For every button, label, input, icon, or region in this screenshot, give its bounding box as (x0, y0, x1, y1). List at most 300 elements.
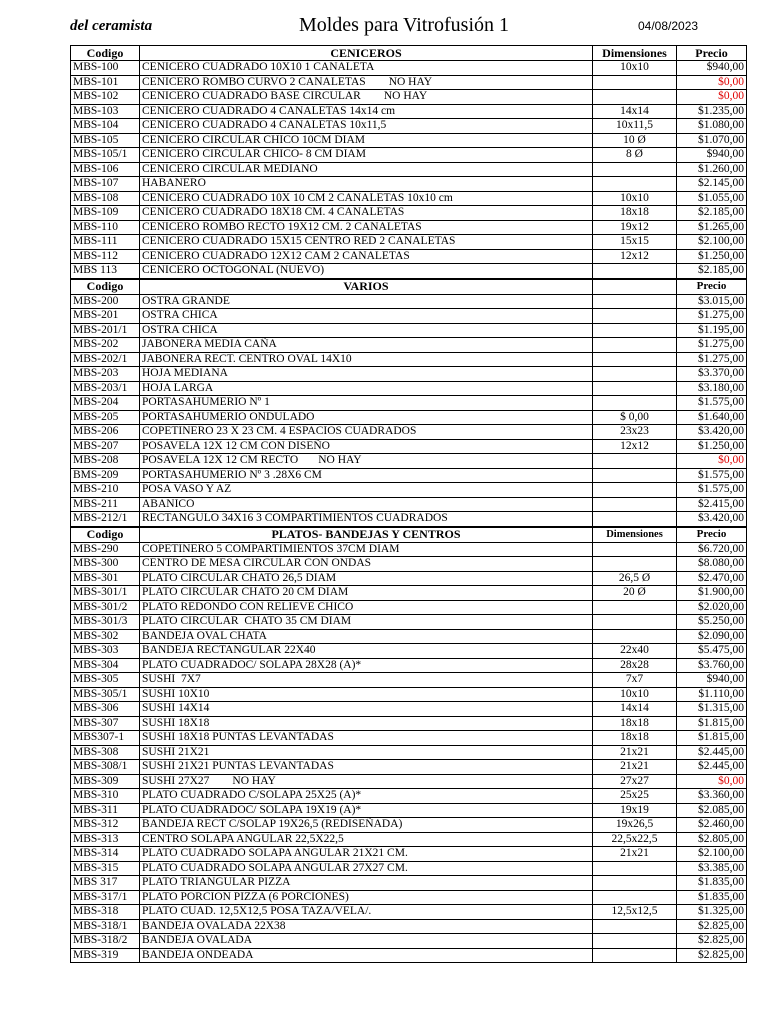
product-dimensions: 12,5x12,5 (593, 905, 677, 920)
product-description: PLATO CUADRADO SOLAPA ANGULAR 27X27 CM. (140, 861, 593, 876)
product-description: JABONERA RECT. CENTRO OVAL 14X10 (140, 352, 593, 367)
product-dimensions: 23x23 (593, 425, 677, 440)
table-row (71, 847, 747, 862)
product-dimensions (593, 367, 677, 382)
product-description: PORTASAHUMERIO ONDULADO (140, 410, 593, 425)
product-description: POSAVELA 12X 12 CM CON DISEÑO (140, 439, 593, 454)
product-description: POSA VASO Y AZ (140, 483, 593, 498)
product-code: MBS-105/1 (71, 148, 140, 163)
product-dimensions (593, 162, 677, 177)
product-price: $2.145,00 (677, 177, 747, 192)
product-dimensions (593, 294, 677, 309)
product-description: BANDEJA RECT C/SOLAP 19X26,5 (REDISEÑADA) (140, 818, 593, 833)
product-code: MBS-301/1 (71, 586, 140, 601)
product-code: MBS-109 (71, 206, 140, 221)
product-description: SUSHI 27X27 NO HAY (140, 774, 593, 789)
table-row (71, 716, 747, 731)
product-dimensions: 12x12 (593, 249, 677, 264)
product-dimensions: 10 Ø (593, 133, 677, 148)
table-row (71, 803, 747, 818)
product-dimensions (593, 75, 677, 90)
product-code: MBS-290 (71, 542, 140, 557)
table-row (71, 264, 747, 279)
product-code: MBS-101 (71, 75, 140, 90)
product-dimensions: $ 0,00 (593, 410, 677, 425)
product-code: MBS-302 (71, 629, 140, 644)
table-row (71, 658, 747, 673)
product-price: $3.180,00 (677, 381, 747, 396)
product-description: HABANERO (140, 177, 593, 192)
product-dimensions (593, 629, 677, 644)
product-description: PLATO TRIANGULAR PIZZA (140, 876, 593, 891)
product-dimensions (593, 483, 677, 498)
product-code: MBS-206 (71, 425, 140, 440)
product-dimensions (593, 264, 677, 279)
product-code: MBS307-1 (71, 731, 140, 746)
table-row (71, 934, 747, 949)
product-price: $2.460,00 (677, 818, 747, 833)
product-description: POSAVELA 12X 12 CM RECTO NO HAY (140, 454, 593, 469)
product-dimensions (593, 454, 677, 469)
section-title: PLATOS- BANDEJAS Y CENTROS (140, 527, 593, 543)
product-code: MBS 317 (71, 876, 140, 891)
product-code: MBS-111 (71, 235, 140, 250)
product-description: HOJA LARGA (140, 381, 593, 396)
product-price: $1.110,00 (677, 687, 747, 702)
product-code: MBS-207 (71, 439, 140, 454)
table-row (71, 673, 747, 688)
product-price: $2.445,00 (677, 745, 747, 760)
product-price: $3.420,00 (677, 512, 747, 527)
product-price: $1.250,00 (677, 249, 747, 264)
product-code: MBS-201 (71, 309, 140, 324)
product-code: MBS-315 (71, 861, 140, 876)
product-dimensions (593, 542, 677, 557)
product-code: MBS-212/1 (71, 512, 140, 527)
table-row (71, 571, 747, 586)
table-row (71, 702, 747, 717)
table-row (71, 600, 747, 615)
product-code: MBS-308/1 (71, 760, 140, 775)
product-price: $1.835,00 (677, 890, 747, 905)
product-description: CENICERO CIRCULAR MEDIANO (140, 162, 593, 177)
product-price: $3.385,00 (677, 861, 747, 876)
product-price: $2.185,00 (677, 264, 747, 279)
product-description: HOJA MEDIANA (140, 367, 593, 382)
column-header-code: Codigo (71, 46, 140, 61)
table-row (71, 586, 747, 601)
product-code: MBS-203 (71, 367, 140, 382)
section-header (71, 527, 747, 543)
product-code: MBS-202/1 (71, 352, 140, 367)
product-dimensions: 18x18 (593, 206, 677, 221)
table-row (71, 774, 747, 789)
product-dimensions: 19x12 (593, 220, 677, 235)
product-dimensions (593, 557, 677, 572)
product-price: $3.760,00 (677, 658, 747, 673)
product-price: $1.315,00 (677, 702, 747, 717)
brand-name: del ceramista (70, 18, 153, 34)
product-price: $3.015,00 (677, 294, 747, 309)
product-code: MBS-319 (71, 948, 140, 963)
product-price: $1.070,00 (677, 133, 747, 148)
product-code: MBS-303 (71, 644, 140, 659)
product-description: CENICERO CIRCULAR CHICO- 8 CM DIAM (140, 148, 593, 163)
table-row (71, 861, 747, 876)
product-price: $1.325,00 (677, 905, 747, 920)
product-dimensions (593, 948, 677, 963)
product-dimensions: 21x21 (593, 760, 677, 775)
product-price: $1.575,00 (677, 468, 747, 483)
product-description: CENTRO SOLAPA ANGULAR 22,5X22,5 (140, 832, 593, 847)
product-price: $940,00 (677, 673, 747, 688)
column-header-code: Codigo (71, 527, 140, 543)
table-row (71, 309, 747, 324)
product-price: $0,00 (677, 774, 747, 789)
product-description: CENICERO OCTOGONAL (NUEVO) (140, 264, 593, 279)
table-row (71, 644, 747, 659)
product-price: $1.265,00 (677, 220, 747, 235)
product-price: $1.575,00 (677, 483, 747, 498)
product-code: MBS-205 (71, 410, 140, 425)
column-header-price: Precio (677, 46, 747, 61)
column-header-dimensions: Dimensiones (593, 527, 677, 543)
product-code: MBS-318 (71, 905, 140, 920)
product-code: MBS-301/3 (71, 615, 140, 630)
column-header-dimensions (593, 279, 677, 295)
table-row (71, 497, 747, 512)
product-code: MBS-104 (71, 119, 140, 134)
product-price: $1.640,00 (677, 410, 747, 425)
table-row (71, 454, 747, 469)
product-dimensions: 12x12 (593, 439, 677, 454)
product-price: $0,00 (677, 454, 747, 469)
product-dimensions: 19x19 (593, 803, 677, 818)
table-row (71, 919, 747, 934)
table-row (71, 832, 747, 847)
product-price: $1.815,00 (677, 731, 747, 746)
product-code: MBS-312 (71, 818, 140, 833)
product-description: PLATO CUADRADO SOLAPA ANGULAR 21X21 CM. (140, 847, 593, 862)
product-dimensions (593, 381, 677, 396)
product-price: $1.275,00 (677, 309, 747, 324)
table-row (71, 425, 747, 440)
product-price: $1.575,00 (677, 396, 747, 411)
product-dimensions: 10x10 (593, 191, 677, 206)
product-code: MBS-314 (71, 847, 140, 862)
column-header-dimensions: Dimensiones (593, 46, 677, 61)
product-description: BANDEJA ONDEADA (140, 948, 593, 963)
product-code: MBS-202 (71, 338, 140, 353)
table-row (71, 905, 747, 920)
product-description: PLATO CIRCULAR CHATO 20 CM DIAM (140, 586, 593, 601)
product-dimensions: 10x10 (593, 61, 677, 76)
product-price: $1.275,00 (677, 352, 747, 367)
product-price: $0,00 (677, 90, 747, 105)
product-description: CENICERO ROMBO CURVO 2 CANALETAS NO HAY (140, 75, 593, 90)
product-price: $1.055,00 (677, 191, 747, 206)
product-price: $1.835,00 (677, 876, 747, 891)
product-dimensions: 14x14 (593, 104, 677, 119)
product-code: MBS-301 (71, 571, 140, 586)
product-code: MBS-200 (71, 294, 140, 309)
product-description: JABONERA MEDIA CAÑA (140, 338, 593, 353)
table-row (71, 61, 747, 76)
product-dimensions (593, 352, 677, 367)
product-description: SUSHI 14X14 (140, 702, 593, 717)
table-row (71, 352, 747, 367)
product-description: SUSHI 21X21 (140, 745, 593, 760)
product-price: $2.100,00 (677, 235, 747, 250)
product-description: SUSHI 10X10 (140, 687, 593, 702)
product-code: MBS-308 (71, 745, 140, 760)
product-dimensions (593, 890, 677, 905)
product-dimensions: 27x27 (593, 774, 677, 789)
product-description: BANDEJA OVALADA (140, 934, 593, 949)
table-row (71, 789, 747, 804)
product-description: PLATO CUADRADOC/ SOLAPA 19X19 (A)* (140, 803, 593, 818)
table-row (71, 381, 747, 396)
product-price: $2.825,00 (677, 919, 747, 934)
product-dimensions (593, 934, 677, 949)
product-dimensions (593, 323, 677, 338)
product-price: $5.250,00 (677, 615, 747, 630)
section-header (71, 279, 747, 295)
product-code: MBS-203/1 (71, 381, 140, 396)
table-row (71, 818, 747, 833)
product-price: $940,00 (677, 148, 747, 163)
price-list-table (70, 45, 747, 963)
table-row (71, 468, 747, 483)
product-dimensions (593, 338, 677, 353)
product-price: $2.185,00 (677, 206, 747, 221)
product-description: COPETINERO 5 COMPARTIMIENTOS 37CM DIAM (140, 542, 593, 557)
product-dimensions: 10x10 (593, 687, 677, 702)
product-dimensions (593, 497, 677, 512)
product-dimensions: 22x40 (593, 644, 677, 659)
product-description: CENICERO CUADRADO 4 CANALETAS 14x14 cm (140, 104, 593, 119)
product-description: PORTASAHUMERIO Nº 3 .28X6 CM (140, 468, 593, 483)
product-description: CENICERO CUADRADO 18X18 CM. 4 CANALETAS (140, 206, 593, 221)
product-price: $6.720,00 (677, 542, 747, 557)
product-description: OSTRA CHICA (140, 309, 593, 324)
product-price: $2.020,00 (677, 600, 747, 615)
product-dimensions: 7x7 (593, 673, 677, 688)
product-code: MBS-103 (71, 104, 140, 119)
table-row (71, 235, 747, 250)
product-code: MBS-108 (71, 191, 140, 206)
product-dimensions (593, 861, 677, 876)
product-price: $1.260,00 (677, 162, 747, 177)
product-price: $2.090,00 (677, 629, 747, 644)
product-code: MBS 113 (71, 264, 140, 279)
product-dimensions: 21x21 (593, 745, 677, 760)
product-description: CENICERO CUADRADO 10X10 1 CANALETA (140, 61, 593, 76)
product-price: $8.080,00 (677, 557, 747, 572)
product-description: BANDEJA OVAL CHATA (140, 629, 593, 644)
product-dimensions: 28x28 (593, 658, 677, 673)
product-price: $2.825,00 (677, 948, 747, 963)
date-label: 04/08/2023 (638, 19, 699, 33)
product-code: BMS-209 (71, 468, 140, 483)
table-row (71, 512, 747, 527)
product-price: $1.900,00 (677, 586, 747, 601)
product-description: CENICERO CUADRADO 4 CANALETAS 10x11,5 (140, 119, 593, 134)
product-description: PLATO CIRCULAR CHATO 35 CM DIAM (140, 615, 593, 630)
product-dimensions: 19x26,5 (593, 818, 677, 833)
product-description: ABANICO (140, 497, 593, 512)
table-row (71, 338, 747, 353)
product-code: MBS-307 (71, 716, 140, 731)
product-code: MBS-318/1 (71, 919, 140, 934)
product-code: MBS-201/1 (71, 323, 140, 338)
table-row (71, 439, 747, 454)
product-code: MBS-105 (71, 133, 140, 148)
product-price: $1.250,00 (677, 439, 747, 454)
product-dimensions: 26,5 Ø (593, 571, 677, 586)
table-row (71, 483, 747, 498)
product-price: $1.080,00 (677, 119, 747, 134)
column-header-price: Precio (677, 279, 747, 295)
product-price: $5.475,00 (677, 644, 747, 659)
table-row (71, 396, 747, 411)
column-header-code: Codigo (71, 279, 140, 295)
product-price: $2.085,00 (677, 803, 747, 818)
product-description: CENICERO CUADRADO BASE CIRCULAR NO HAY (140, 90, 593, 105)
product-dimensions: 8 Ø (593, 148, 677, 163)
product-description: COPETINERO 23 X 23 CM. 4 ESPACIOS CUADRADOS (140, 425, 593, 440)
product-description: PLATO CUAD. 12,5X12,5 POSA TAZA/VELA/. (140, 905, 593, 920)
section-header (71, 46, 747, 61)
product-code: MBS-110 (71, 220, 140, 235)
product-dimensions (593, 396, 677, 411)
product-description: OSTRA CHICA (140, 323, 593, 338)
table-row (71, 119, 747, 134)
product-description: SUSHI 21X21 PUNTAS LEVANTADAS (140, 760, 593, 775)
product-dimensions (593, 600, 677, 615)
product-description: OSTRA GRANDE (140, 294, 593, 309)
product-code: MBS-210 (71, 483, 140, 498)
table-row (71, 206, 747, 221)
product-description: CENICERO ROMBO RECTO 19X12 CM. 2 CANALETAS (140, 220, 593, 235)
product-dimensions (593, 309, 677, 324)
product-description: PLATO PORCION PIZZA (6 PORCIONES) (140, 890, 593, 905)
product-price: $2.100,00 (677, 847, 747, 862)
product-code: MBS-306 (71, 702, 140, 717)
table-row (71, 133, 747, 148)
product-code: MBS-313 (71, 832, 140, 847)
product-dimensions (593, 512, 677, 527)
product-code: MBS-204 (71, 396, 140, 411)
product-code: MBS-309 (71, 774, 140, 789)
table-row (71, 687, 747, 702)
product-dimensions (593, 876, 677, 891)
product-price: $1.235,00 (677, 104, 747, 119)
product-code: MBS-208 (71, 454, 140, 469)
section-title: CENICEROS (140, 46, 593, 61)
product-code: MBS-318/2 (71, 934, 140, 949)
product-description: PLATO REDONDO CON RELIEVE CHICO (140, 600, 593, 615)
product-dimensions: 25x25 (593, 789, 677, 804)
product-dimensions: 22,5x22,5 (593, 832, 677, 847)
product-description: PLATO CIRCULAR CHATO 26,5 DIAM (140, 571, 593, 586)
table-row (71, 731, 747, 746)
product-price: $1.815,00 (677, 716, 747, 731)
product-description: SUSHI 7X7 (140, 673, 593, 688)
table-row (71, 90, 747, 105)
product-dimensions (593, 615, 677, 630)
product-dimensions (593, 919, 677, 934)
table-row (71, 542, 747, 557)
product-code: MBS-211 (71, 497, 140, 512)
table-row (71, 760, 747, 775)
product-description: CENICERO CUADRADO 12X12 CAM 2 CANALETAS (140, 249, 593, 264)
product-code: MBS-310 (71, 789, 140, 804)
product-code: MBS-300 (71, 557, 140, 572)
product-price: $3.370,00 (677, 367, 747, 382)
product-code: MBS-305/1 (71, 687, 140, 702)
product-price: $3.360,00 (677, 789, 747, 804)
product-dimensions (593, 177, 677, 192)
product-code: MBS-304 (71, 658, 140, 673)
product-description: CENICERO CUADRADO 10X 10 CM 2 CANALETAS 10x10 cm (140, 191, 593, 206)
product-price: $2.470,00 (677, 571, 747, 586)
table-row (71, 162, 747, 177)
column-header-price: Precio (677, 527, 747, 543)
product-dimensions (593, 90, 677, 105)
product-price: $2.825,00 (677, 934, 747, 949)
product-code: MBS-112 (71, 249, 140, 264)
table-row (71, 745, 747, 760)
product-price: $1.195,00 (677, 323, 747, 338)
product-description: PLATO CUADRADO C/SOLAPA 25X25 (A)* (140, 789, 593, 804)
product-price: $2.445,00 (677, 760, 747, 775)
table-row (71, 629, 747, 644)
product-code: MBS-305 (71, 673, 140, 688)
product-price: $0,00 (677, 75, 747, 90)
table-row (71, 615, 747, 630)
product-dimensions: 20 Ø (593, 586, 677, 601)
table-row (71, 294, 747, 309)
product-dimensions: 21x21 (593, 847, 677, 862)
product-code: MBS-102 (71, 90, 140, 105)
product-price: $940,00 (677, 61, 747, 76)
product-code: MBS-311 (71, 803, 140, 818)
product-dimensions (593, 468, 677, 483)
table-row (71, 220, 747, 235)
product-code: MBS-107 (71, 177, 140, 192)
table-row (71, 104, 747, 119)
table-row (71, 410, 747, 425)
product-dimensions: 10x11,5 (593, 119, 677, 134)
product-code: MBS-301/2 (71, 600, 140, 615)
product-price: $1.275,00 (677, 338, 747, 353)
product-price: $2.805,00 (677, 832, 747, 847)
table-row (71, 249, 747, 264)
product-description: CENICERO CUADRADO 15X15 CENTRO RED 2 CANALETAS (140, 235, 593, 250)
product-price: $3.420,00 (677, 425, 747, 440)
product-dimensions: 15x15 (593, 235, 677, 250)
page-title-text: Moldes para Vitrofusión 1 (298, 14, 510, 36)
table-row (71, 323, 747, 338)
product-description: CENTRO DE MESA CIRCULAR CON ONDAS (140, 557, 593, 572)
table-row (71, 876, 747, 891)
product-code: MBS-106 (71, 162, 140, 177)
product-description: PORTASAHUMERIO Nº 1 (140, 396, 593, 411)
product-description: RECTANGULO 34X16 3 COMPARTIMIENTOS CUADRADOS (140, 512, 593, 527)
product-dimensions: 14x14 (593, 702, 677, 717)
product-description: CENICERO CIRCULAR CHICO 10CM DIAM (140, 133, 593, 148)
